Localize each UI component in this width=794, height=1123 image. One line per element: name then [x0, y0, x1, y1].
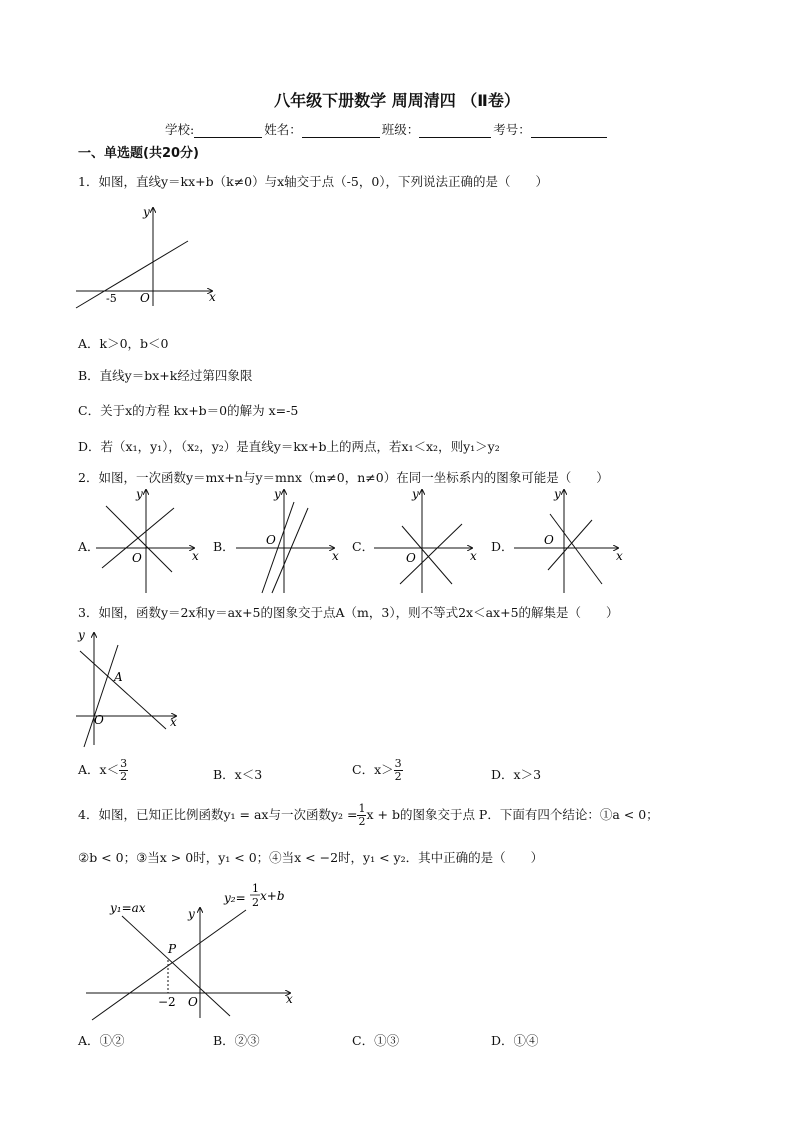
q4-option-c: C．①③	[352, 1033, 400, 1048]
class-blank	[419, 125, 491, 138]
q2-graph-c	[374, 488, 484, 598]
svg-text:y: y	[274, 487, 281, 501]
q1-y-label: y	[143, 205, 150, 219]
q4-stem: 4．如图，已知正比例函数y₁ = ax与一次函数y₂ = $\frac{1}{2}$ x + b的图象交于点 P．下面有四个结论：①a < 0；	[78, 802, 659, 828]
svg-text:x: x	[470, 549, 477, 563]
q1-x-label: x	[209, 290, 216, 304]
svg-text:O: O	[94, 713, 104, 727]
q1-option-d: D．若（x₁，y₁），（x₂，y₂）是直线y＝kx+b上的两点，若x₁＜x₂，则y₁＞y₂	[78, 439, 500, 454]
q3-option-c: C．x＞ $\frac{3}{2}$	[352, 757, 402, 783]
svg-text:P: P	[168, 942, 177, 956]
svg-text:x: x	[170, 715, 177, 729]
svg-text:y: y	[78, 628, 85, 642]
q2-graph-b	[236, 488, 346, 598]
student-info-line	[165, 120, 609, 138]
svg-text:1: 1	[252, 882, 259, 895]
svg-text:y: y	[188, 907, 195, 921]
q3-graph	[72, 625, 202, 750]
svg-text:x: x	[332, 549, 339, 563]
school-blank	[194, 125, 262, 138]
school-label: 学校:	[165, 122, 195, 137]
class-label: 班级：	[381, 122, 420, 137]
svg-text:2: 2	[252, 896, 259, 909]
q1-option-c: C．关于x的方程 kx+b＝0的解为 x=-5	[78, 403, 299, 418]
svg-text:O: O	[544, 533, 554, 547]
svg-text:x: x	[286, 992, 293, 1006]
svg-text:O: O	[132, 551, 142, 565]
q1-origin-label: O	[140, 291, 150, 305]
svg-text:O: O	[406, 551, 416, 565]
name-blank	[302, 125, 380, 138]
svg-text:y: y	[136, 487, 143, 501]
q4-option-b: B．②③	[213, 1033, 260, 1048]
q1-option-b: B．直线y＝bx+k经过第四象限	[78, 368, 253, 383]
svg-text:A: A	[114, 670, 123, 684]
q4-option-a: A．①②	[78, 1033, 125, 1048]
exam-no-blank	[531, 125, 607, 138]
svg-text:x: x	[616, 549, 623, 563]
q2-option-d-label: D．	[491, 539, 514, 554]
svg-text:x: x	[192, 549, 199, 563]
svg-text:y₂=: y₂=	[224, 891, 246, 905]
svg-text:O: O	[188, 995, 198, 1009]
q2-option-b-label: B．	[213, 539, 235, 554]
q1-neg5-label: -5	[106, 292, 117, 305]
page-title: 八年级下册数学 周周清四 （Ⅱ卷）	[274, 91, 520, 110]
svg-text:y: y	[554, 487, 561, 501]
q2-stem: 2．如图，一次函数y＝mx+n与y＝mnx（m≠0，n≠0）在同一坐标系内的图象可能是（ ）	[78, 470, 609, 485]
q1-line	[76, 241, 188, 308]
exam-no-label: 考号：	[493, 122, 531, 137]
q4-stem-line2: ②b < 0；③当x > 0时，y₁ < 0；④当x < −2时，y₁ < y₂．其中正确的是（ ）	[78, 850, 544, 865]
q1-option-a: A．k＞0，b＜0	[78, 336, 169, 351]
q1-graph	[72, 200, 232, 310]
q1-stem: 1．如图，直线y＝kx+b（k≠0）与x轴交于点（-5，0），下列说法正确的是（ ）	[78, 174, 549, 189]
q4-option-d: D．①④	[491, 1033, 539, 1048]
q2-option-c-label: C．	[352, 539, 375, 554]
q4-graph	[84, 880, 304, 1020]
q3-option-b: B．x＜3	[213, 767, 263, 782]
q2-option-a-label: A．	[78, 539, 100, 554]
svg-text:x+b: x+b	[260, 889, 285, 903]
svg-text:y₁=ax: y₁=ax	[110, 901, 146, 915]
svg-text:O: O	[266, 533, 276, 547]
q3-option-a: A．x＜ $\frac{3}{2}$	[78, 757, 128, 783]
svg-text:−2: −2	[158, 995, 176, 1009]
q3-option-d: D．x＞3	[491, 767, 542, 782]
name-label: 姓名：	[264, 122, 302, 137]
q3-stem: 3．如图，函数y＝2x和y＝ax+5的图象交于点A（m，3），则不等式2x＜ax+5的解集是（ ）	[78, 605, 619, 620]
section-heading: 一、单选题(共20分)	[78, 146, 199, 161]
svg-text:y: y	[412, 487, 419, 501]
q2-graph-a	[96, 488, 206, 598]
q2-graph-d	[514, 488, 629, 598]
